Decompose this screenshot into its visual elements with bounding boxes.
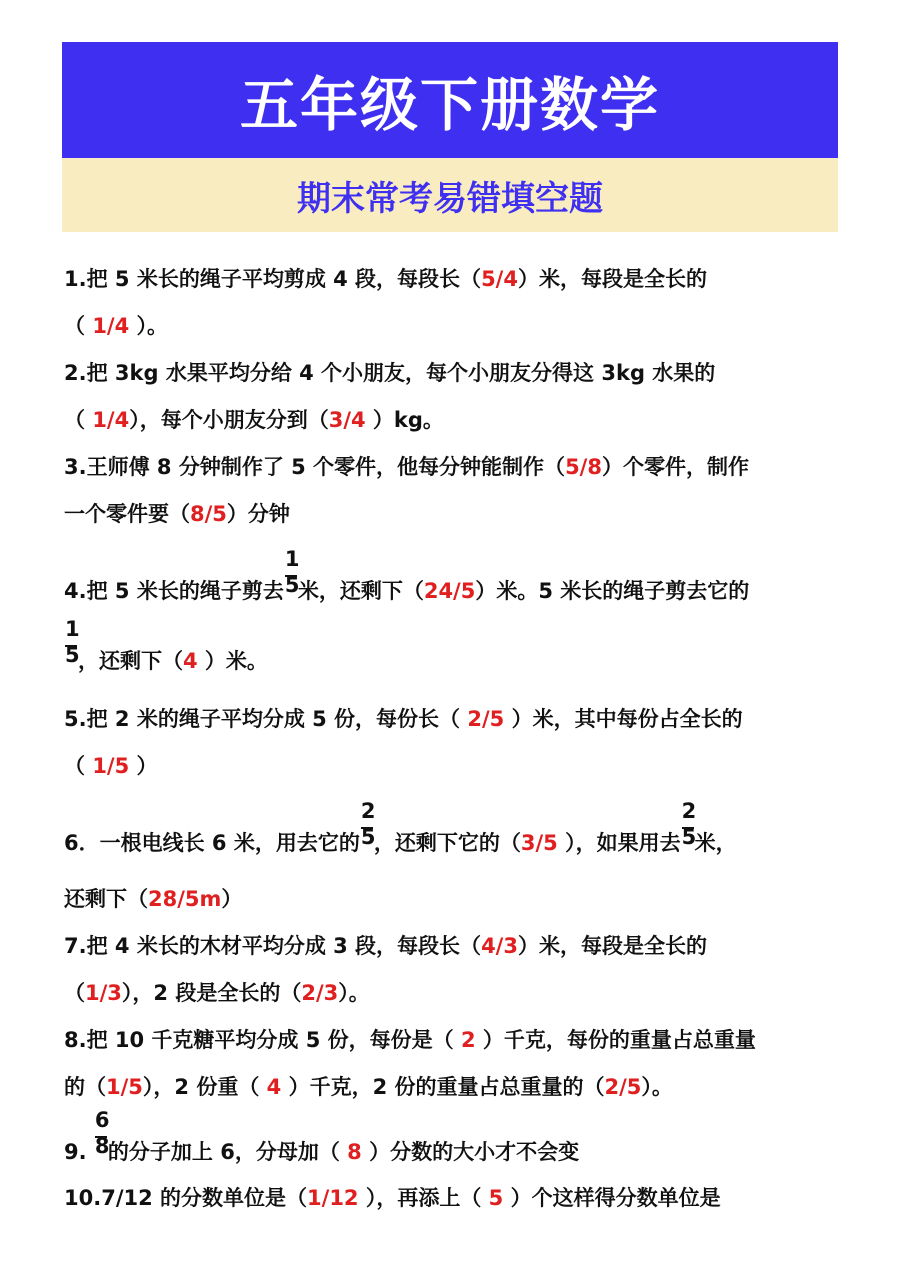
problem-text: 米，还剩下（ — [297, 579, 424, 603]
problem-text: 10.7/12 的分数单位是（ — [64, 1186, 308, 1210]
problem-text: （ — [64, 981, 85, 1005]
fraction — [284, 547, 300, 598]
problem-text: ，还剩下它的（ — [373, 831, 521, 855]
problem-text: 1.把 5 米长的绳子平均剪成 4 段，每段长（ — [64, 267, 482, 291]
fraction — [360, 799, 376, 850]
answer: 1/12 — [307, 1186, 359, 1210]
problem-text: ）千克，2 份的重量占总重量的（ — [281, 1075, 605, 1099]
problem-text: ），每个小朋友分到（ — [129, 408, 329, 432]
problem-text: ）米。 — [197, 649, 268, 673]
answer: 5/4 — [481, 267, 518, 291]
page-subtitle: 期末常考易错填空题 — [297, 178, 603, 219]
fraction-denominator: 5 — [65, 643, 80, 667]
fraction-denominator: 5 — [360, 825, 376, 849]
fraction-numerator: 1 — [65, 617, 80, 641]
problem-text: ）米，其中每份占全长的 — [504, 707, 743, 731]
answer: 2 — [460, 1028, 476, 1052]
problem-text: 6．一根电线长 6 米，用去它的 — [64, 831, 360, 855]
answer: 5 — [488, 1186, 504, 1210]
problem-text: ）。 — [129, 314, 169, 338]
problem-text: ，还剩下（ — [78, 649, 183, 673]
fraction — [681, 799, 697, 850]
fraction-denominator: 5 — [681, 825, 697, 849]
problem-10 — [64, 1175, 842, 1222]
answer: 2/5 — [604, 1075, 642, 1099]
fraction-numerator: 6 — [94, 1108, 110, 1132]
problem-list — [64, 256, 842, 1222]
answer: 3/5 — [520, 831, 558, 855]
problem-text: （ — [64, 408, 93, 432]
problem-text: ）。 — [338, 981, 370, 1005]
problem-text: ）个这样得分数单位是 — [503, 1186, 721, 1210]
fraction — [94, 1108, 110, 1159]
problem-text: 还剩下（ — [64, 887, 148, 911]
fraction-denominator: 5 — [284, 573, 300, 597]
problem-text: ），2 段是全长的（ — [121, 981, 302, 1005]
answer: 2/5 — [467, 707, 505, 731]
fraction — [65, 617, 80, 668]
problem-text: 3.王师傅 8 分钟制作了 5 个零件，他每分钟能制作（ — [64, 455, 566, 479]
problem-text: ），再添上（ — [358, 1186, 489, 1210]
problem-2 — [64, 350, 842, 444]
answer: 4 — [183, 649, 198, 673]
problem-text: 的分子加上 6，分母加（ — [107, 1140, 348, 1164]
problem-7 — [64, 923, 842, 1017]
problem-text: 米， — [694, 831, 737, 855]
answer: 1/3 — [85, 981, 122, 1005]
problem-text: 5.把 2 米的绳子平均分成 5 份，每份长（ — [64, 707, 468, 731]
problem-8 — [64, 1017, 842, 1111]
problem-text: 9. — [64, 1140, 94, 1164]
problem-text: ）。 — [641, 1075, 673, 1099]
answer: 4 — [266, 1075, 282, 1099]
problem-text: 8.把 10 千克糖平均分成 5 份，每份是（ — [64, 1028, 461, 1052]
problem-text: ） — [129, 754, 158, 778]
problem-text: 7.把 4 米长的木材平均分成 3 段，每段长（ — [64, 934, 482, 958]
problem-text: ）千克，每份的重量占总重量 — [475, 1028, 756, 1052]
answer: 24/5 — [423, 579, 476, 603]
problem-text: ）米，每段是全长的 — [517, 934, 707, 958]
problem-3 — [64, 444, 842, 538]
problem-text: 一个零件要（ — [64, 502, 190, 526]
problem-text: ）米。5 米长的绳子剪去它的 — [475, 579, 750, 603]
problem-text: ）分数的大小才不会变 — [361, 1140, 580, 1164]
answer: 1/5 — [92, 754, 130, 778]
problem-text: ），2 份重（ — [142, 1075, 267, 1099]
problem-4 — [64, 547, 842, 696]
fraction-denominator: 8 — [94, 1134, 110, 1158]
problem-text: ）个零件，制作 — [601, 455, 749, 479]
page-title: 五年级下册数学 — [239, 71, 660, 139]
answer: 28/5m — [148, 887, 222, 911]
answer: 2/3 — [301, 981, 339, 1005]
subtitle-banner — [62, 158, 838, 232]
problem-text: ）分钟 — [226, 502, 290, 526]
problem-text: 2.把 3kg 水果平均分给 4 个小朋友，每个小朋友分得这 3kg 水果的 — [64, 361, 716, 385]
problem-text: （ — [64, 754, 93, 778]
answer: 3/4 — [328, 408, 366, 432]
problem-text: ）kg。 — [365, 408, 444, 432]
answer: 8/5 — [190, 502, 227, 526]
answer: 1/5 — [106, 1075, 143, 1099]
problem-5 — [64, 696, 842, 790]
problem-text: ），如果用去 — [557, 831, 681, 855]
problem-1 — [64, 256, 842, 350]
fraction-numerator: 1 — [284, 547, 300, 571]
answer: 8 — [347, 1140, 362, 1164]
problem-text: ）米，每段是全长的 — [517, 267, 707, 291]
answer: 5/8 — [565, 455, 602, 479]
title-banner — [62, 42, 838, 158]
problem-text: 4.把 5 米长的绳子剪去 — [64, 579, 284, 603]
answer: 1/4 — [92, 408, 130, 432]
problem-6 — [64, 799, 842, 923]
problem-text: （ — [64, 314, 93, 338]
problem-text: 的（ — [64, 1075, 106, 1099]
fraction-numerator: 2 — [681, 799, 697, 823]
problem-text: ） — [221, 887, 243, 911]
answer: 4/3 — [481, 934, 518, 958]
answer: 1/4 — [92, 314, 130, 338]
fraction-numerator: 2 — [360, 799, 376, 823]
